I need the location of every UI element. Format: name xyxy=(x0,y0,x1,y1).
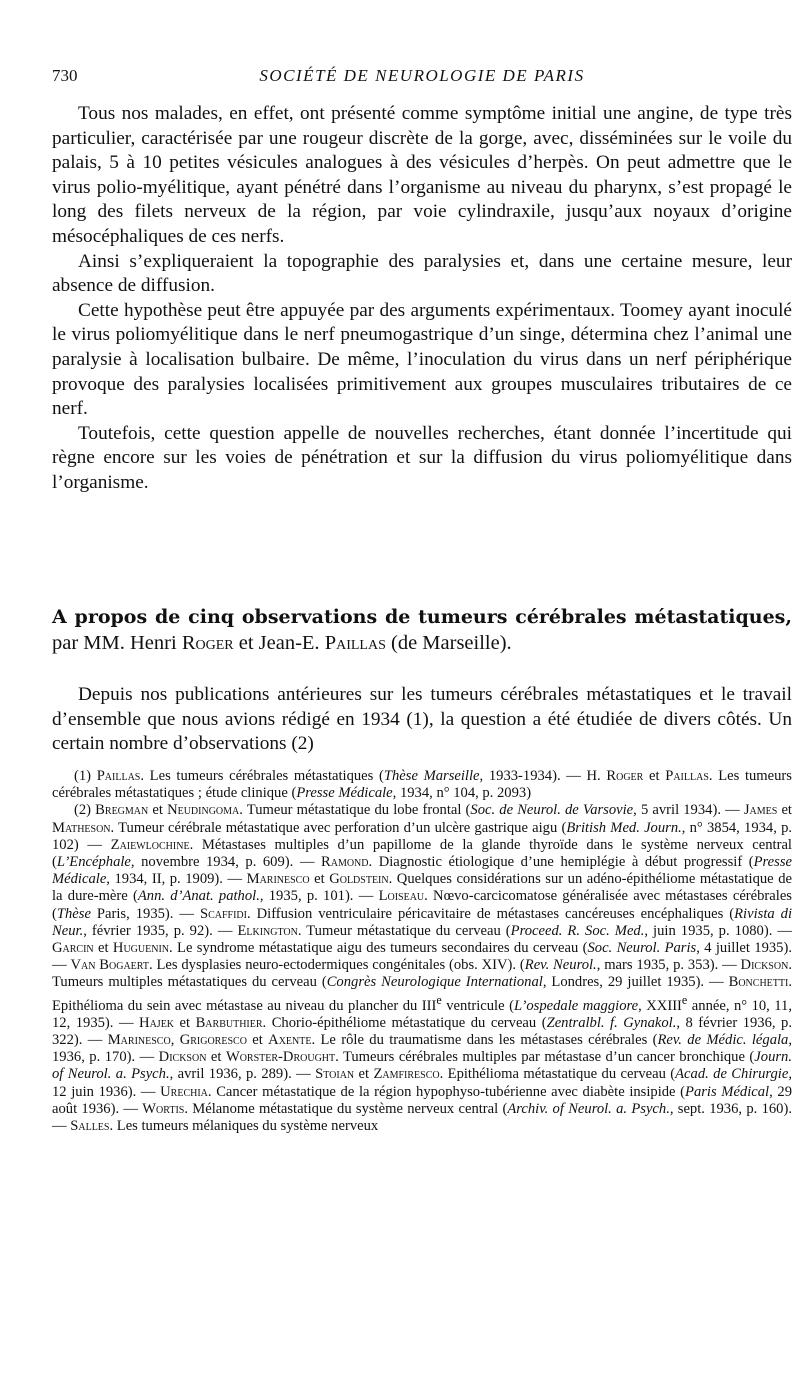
cited-author: Loiseau xyxy=(378,888,425,905)
footnote-text: . Quelques considérations sur un adéno-épithéliome métastatique de la dure-mère ( xyxy=(52,871,792,905)
article-body xyxy=(52,683,792,757)
footnote-text: . Tumeurs multiples métastatiques du cerveau ( xyxy=(52,957,792,991)
cited-author: Elkington xyxy=(237,922,298,939)
cited-author: Ramond xyxy=(320,854,369,871)
footnote-text: . Tumeur métastatique du lobe frontal ( xyxy=(239,802,471,819)
footnote-text: . Mélanome métastatique du système nerveux central ( xyxy=(184,1100,508,1117)
footnote-text: et xyxy=(206,1049,226,1066)
footnote-text: ventricule ( xyxy=(441,997,514,1014)
footnote-text: , XXIII xyxy=(638,997,682,1014)
footnote-text: et xyxy=(93,940,113,957)
cited-source: British Med. Journ. xyxy=(566,819,682,836)
footnote-text: , novembre 1934, p. 609). — xyxy=(130,854,321,871)
footnote-text: , sept. 1936, p. 160). — xyxy=(52,1100,792,1134)
cited-author: Bonchetti xyxy=(728,974,789,991)
footnote-1 xyxy=(52,768,792,802)
cited-source: Soc. Neurol. Paris xyxy=(587,940,697,957)
footnote-text: . Tumeur cérébrale métastatique avec perforation d’un ulcère gastrique aigu ( xyxy=(110,819,567,836)
cited-author: Roger xyxy=(606,768,644,784)
cited-author: Huguenin xyxy=(112,940,170,957)
footnote-text: , 8 février 1936, p. 322). — xyxy=(52,1014,792,1048)
page-number: 730 xyxy=(52,66,78,85)
cited-author: Marinesco xyxy=(107,1031,171,1048)
footnote-text: . Les tumeurs cérébrales métastatiques ; étude clinique ( xyxy=(52,768,792,802)
footnote-text: , 29 août 1936). — xyxy=(52,1083,792,1117)
footnote-text: . Tumeur métastatique du cerveau ( xyxy=(297,922,511,939)
footnote-text: et xyxy=(174,1014,196,1031)
cited-author: Van Bogaert xyxy=(70,957,149,974)
footnote-text: (1) xyxy=(74,768,97,784)
cited-author: Stoian xyxy=(315,1066,355,1083)
cited-source: Thèse Marseille xyxy=(383,768,480,784)
cited-source: Zentralbl. f. Gynakol. xyxy=(546,1014,677,1031)
footnote-text: . Le syndrome métastatique aigu des tumeurs secondaires du cerveau ( xyxy=(169,940,588,957)
cited-source: Rev. de Médic. légala xyxy=(657,1031,789,1048)
footnote-text: et xyxy=(777,802,792,819)
footnote-text: , Londres, 29 juillet 1935). — xyxy=(542,974,729,991)
cited-author: Garcin xyxy=(52,940,94,957)
affiliation: (de Marseille). xyxy=(391,632,512,654)
footnote-text: . Epithélioma métastatique du cerveau ( xyxy=(439,1066,676,1083)
cited-author: Dickson xyxy=(158,1049,207,1066)
cited-author: Salles xyxy=(70,1117,110,1134)
footnote-text: et xyxy=(309,871,330,888)
cited-source: Journ. of Neurol. a. Psych. xyxy=(52,1049,792,1083)
paragraph: Toutefois, cette question appelle de nouvelles recherches, étant donnée l’incertitude qui règne encore sur les voies de pénétration et sur la diffusion du virus poliomyélitique dans l’organisme. xyxy=(52,422,792,493)
footnote-text: et xyxy=(354,1066,374,1083)
cited-source: Acad. de Chirurgie xyxy=(675,1066,789,1083)
cited-author: Barbuthier xyxy=(195,1014,263,1031)
footnote-text: Paris, 1935). — xyxy=(90,905,200,922)
footnote-text: , 12 juin 1936). — xyxy=(52,1066,792,1100)
cited-source: Proceed. R. Soc. Med. xyxy=(510,922,645,939)
footnote-text: année, n° 10, 11, 12, 1935). — xyxy=(52,997,792,1031)
intro-text-block xyxy=(52,102,792,496)
cited-author: Goldstein xyxy=(329,871,389,888)
cited-source: L’ospedale maggiore xyxy=(513,997,639,1014)
paragraph: Depuis nos publications antérieures sur les tumeurs cérébrales métastatiques et le travail d’ensemble que nous avions rédigé en 1934 (1), la question a été étudiée de divers côtés. Un certain nombre d’observations (2) xyxy=(52,684,792,755)
cited-author: Marinesco xyxy=(246,871,310,888)
footnote-text: . Nœvo-carcicomatose généralisée avec métastases cérébrales ( xyxy=(52,888,792,922)
cited-author: Paillas xyxy=(665,768,709,784)
cited-source: Rivista di Neur. xyxy=(52,905,792,939)
cited-source: Paris Médical xyxy=(685,1083,770,1100)
footnote-text: , 1935, p. 101). — xyxy=(259,888,379,905)
cited-author: James xyxy=(743,802,778,819)
cited-author: Bregman xyxy=(95,802,149,819)
cited-author: Axente xyxy=(268,1031,312,1048)
cited-source: Presse Médicale xyxy=(52,854,792,888)
cited-author: Dickson xyxy=(740,957,789,974)
footnote-text: , juin 1935, p. 1080). — xyxy=(644,922,792,939)
footnote-text: , 1934, n° 104, p. 2093) xyxy=(392,785,532,802)
paragraph: Ainsi s’expliqueraient la topographie des paralysies et, dans une certaine mesure, leur absence de diffusion. xyxy=(52,250,792,297)
cited-source: Congrès Neurologique International xyxy=(326,974,543,991)
footnote-text: , 5 avril 1934). — xyxy=(633,802,744,819)
footnote-text: . Chorio-épithéliome métastatique du cerveau ( xyxy=(262,1014,547,1031)
cited-author: Worster-Drought xyxy=(225,1049,336,1066)
running-head xyxy=(52,66,792,88)
footnote-text: et xyxy=(148,802,168,819)
cited-source: Ann. d’Anat. pathol. xyxy=(137,888,260,905)
footnote-2 xyxy=(52,802,792,1135)
footnote-text: . Les tumeurs cérébrales métastatiques ( xyxy=(140,768,384,784)
cited-source: L’Encéphale xyxy=(56,854,131,871)
footnote-text: , mars 1935, p. 353). — xyxy=(596,957,741,974)
cited-author: Urechia xyxy=(160,1083,208,1100)
footnote-text: e xyxy=(681,992,688,1007)
footnote-text: . Le rôle du traumatisme dans les métastases cérébrales ( xyxy=(311,1031,658,1048)
cited-author: Scaffidi xyxy=(199,905,247,922)
footnote-text: e xyxy=(436,992,442,1007)
cited-source: Thèse xyxy=(56,905,91,922)
footnote-text: . Diffusion ventriculaire péricavitaire de métastases cancéreuses encéphaliques ( xyxy=(246,905,735,922)
footnote-text: et xyxy=(643,768,666,784)
footnote-text: , n° 3854, 1934, p. 102) — xyxy=(52,819,793,853)
footnote-text: , avril 1936, p. 289). — xyxy=(169,1066,316,1083)
footnote-text: (2) xyxy=(74,802,96,819)
footnote-text: , 1933-1934). — H. xyxy=(479,768,607,784)
footnote-text: et xyxy=(246,1031,269,1048)
authors-prefix: par MM. Henri xyxy=(52,632,177,654)
footnote-text: . Métastases multiples d’un papillome de la glande thyroïde dans le système nerveux central ( xyxy=(52,836,792,871)
footnote-text: , xyxy=(170,1031,180,1048)
cited-source: Presse Médicale xyxy=(296,785,393,802)
cited-author: Zamfiresco xyxy=(373,1066,440,1083)
paragraph: Tous nos malades, en effet, ont présenté comme symptôme initial une angine, de type très particulier, caractérisée par une rougeur discrète de la gorge, avec, disséminées sur le voile du palais, 5 à 10 petites vésicules analogues à des vésicules d’herpès. On peut admettre que le virus polio-myélitique, ayant pénétré dans l’organisme au niveau du pharynx, s’est propagé le long des filets nerveux de la région, par voie cylindraxile, jusqu’aux noyaux d’origine mésocéphaliques de ces nerfs. xyxy=(52,103,792,247)
footnote-text: . Les tumeurs mélaniques du système nerveux xyxy=(109,1117,379,1134)
footnote-text: . Tumeurs cérébrales multiples par métastase d’un cancer bronchique ( xyxy=(335,1049,755,1066)
cited-author: Paillas xyxy=(96,768,141,784)
footnote-text: . Cancer métastatique de la région hypophyso-tubérienne avec diabète insipide ( xyxy=(207,1083,686,1100)
footnote-text: , 1934, II, p. 1909). — xyxy=(106,871,247,888)
authors-middle: et Jean-E. xyxy=(238,632,320,654)
footnote-text: . Diagnostic étiologique d’une hemiplégie à début progressif ( xyxy=(368,854,754,871)
journal-title: SOCIÉTÉ DE NEUROLOGIE DE PARIS xyxy=(259,66,585,85)
footnote-text: , février 1935, p. 92). — xyxy=(83,922,238,939)
cited-author: Hajek xyxy=(139,1014,175,1031)
cited-source: Rev. Neurol. xyxy=(524,957,597,974)
cited-author: Wortis xyxy=(142,1100,185,1117)
footnotes xyxy=(52,768,792,1135)
cited-source: Archiv. of Neurol. a. Psych. xyxy=(507,1100,670,1117)
cited-author: Grigoresco xyxy=(179,1031,247,1048)
author-name: Roger xyxy=(181,632,234,654)
article-heading xyxy=(52,604,792,656)
author-name: Paillas xyxy=(324,632,386,654)
cited-author: Matheson xyxy=(52,819,111,836)
cited-author: Zaiewlochine xyxy=(110,836,190,853)
footnote-text: . Epithélioma du sein avec métastase au niveau du plancher du III xyxy=(52,974,792,1014)
paragraph: Cette hypothèse peut être appuyée par des arguments expérimentaux. Toomey ayant inoculé le virus poliomyélitique dans le nerf pneumogastrique d’un singe, détermina chez l’animal une paralysie à localisation bulbaire. De même, l’inoculation du virus dans un nerf périphérique provoque des paralysies localisées primitivement aux groupes musculaires tributaires de ce nerf. xyxy=(52,299,792,420)
footnote-text: , 1936, p. 170). — xyxy=(52,1031,792,1066)
cited-author: Neudingoma xyxy=(167,802,240,819)
cited-source: Soc. de Neurol. de Varsovie xyxy=(470,802,634,819)
footnote-text: , 4 juillet 1935). — xyxy=(52,940,792,974)
article-title: A propos de cinq observations de tumeurs cérébrales métastatiques, xyxy=(52,606,792,628)
footnote-text: . Les dysplasies neuro-ectodermiques congénitales (obs. XIV). ( xyxy=(148,957,525,974)
